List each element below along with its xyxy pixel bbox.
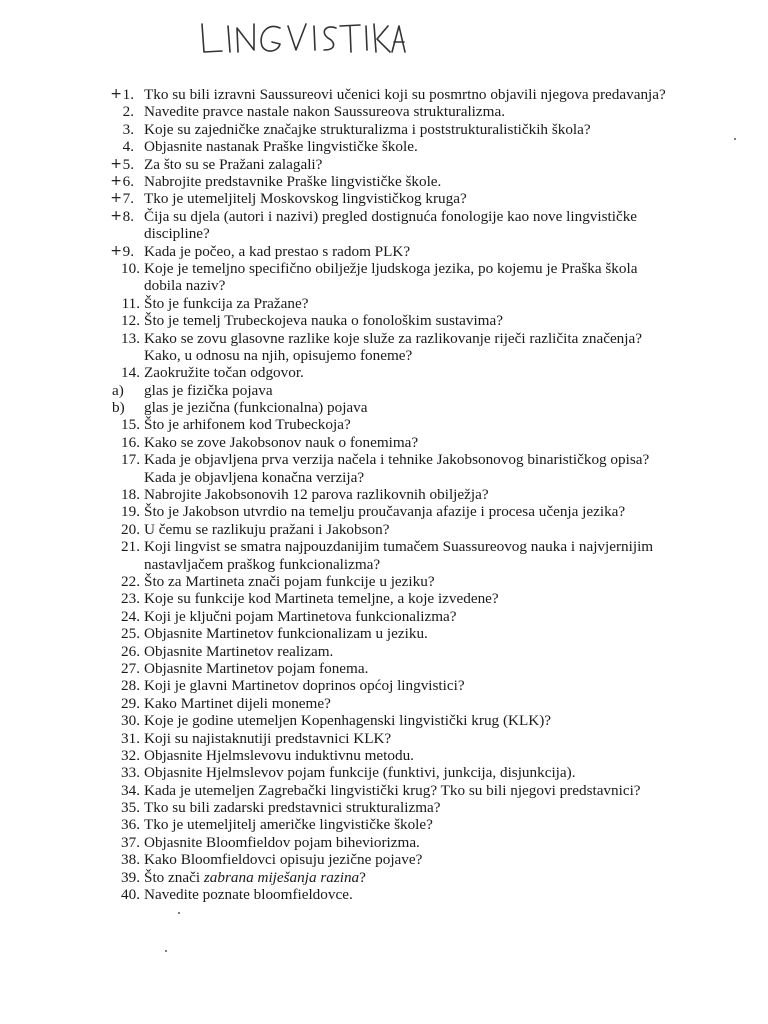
question-line: Koje je temeljno specifično obilježje ljudskoga jezika, po kojemu je Praška škola (144, 259, 638, 277)
question-number: 4. (122, 138, 134, 156)
question-number: 5. (122, 155, 134, 173)
question-number: 6. (122, 172, 134, 190)
question-line: U čemu se razlikuju pražani i Jakobson? (144, 520, 390, 538)
question-item (0, 364, 768, 381)
question-number: 33. (121, 764, 140, 782)
question-number: 37. (121, 833, 140, 851)
question-line: Navedite pravce nastale nakon Saussureova strukturalizma. (144, 103, 505, 121)
question-line: Koji lingvist se smatra najpouzdanijim tumačem Suassureovog nauka i najvjernijim (144, 538, 654, 556)
handwritten-check-mark: + (110, 190, 122, 207)
question-text (144, 816, 433, 833)
question-line: glas je jezična (funkcionalna) pojava (144, 399, 368, 417)
question-line: Objasnite Martinetov pojam fonema. (144, 659, 369, 677)
question-list (0, 86, 768, 903)
question-line: Nabrojite Jakobsonovih 12 parova razlikovnih obilježja? (144, 486, 489, 504)
question-text (144, 434, 418, 451)
question-number: 31. (121, 729, 140, 747)
question-item (0, 660, 768, 677)
question-text (144, 399, 368, 416)
question-text (144, 608, 457, 625)
question-number: 28. (121, 677, 140, 695)
question-item (0, 173, 768, 190)
question-item (0, 416, 768, 433)
question-item (0, 677, 768, 694)
question-item (0, 156, 768, 173)
question-item (0, 851, 768, 868)
question-item (0, 538, 768, 573)
question-item (0, 869, 768, 886)
question-number: 16. (121, 433, 140, 451)
question-line: Tko je utemeljitelj američke lingvističke škole? (144, 816, 433, 834)
question-text (144, 625, 428, 642)
question-item (0, 503, 768, 520)
question-item (0, 312, 768, 329)
question-number: 22. (121, 573, 140, 591)
question-line: Čija su djela (autori i nazivi) pregled dostignuća fonologije kao nove lingvističke (144, 207, 638, 225)
question-text (144, 208, 637, 243)
question-text-part: Što znači (144, 868, 204, 886)
question-number: 21. (121, 538, 140, 556)
question-item (0, 834, 768, 851)
question-line: Što je Jakobson utvrdio na temelju proučavanja afazije i procesa učenja jezika? (144, 503, 626, 521)
question-line: Objasnite Martinetov realizam. (144, 642, 334, 660)
question-text (144, 451, 649, 486)
question-item (0, 625, 768, 642)
question-text (144, 573, 435, 590)
question-number: 17. (121, 451, 140, 469)
question-text (144, 382, 273, 399)
question-item (0, 695, 768, 712)
question-item (0, 608, 768, 625)
question-text (144, 521, 389, 538)
question-item (0, 521, 768, 538)
question-number: 23. (121, 590, 140, 608)
question-line: Za što su se Pražani zalagali? (144, 155, 323, 173)
question-line: Kada je počeo, a kad prestao s radom PLK? (144, 242, 411, 260)
question-number: 10. (121, 259, 140, 277)
question-text (144, 538, 653, 573)
question-number: 13. (121, 329, 140, 347)
question-item (0, 243, 768, 260)
handwritten-check-mark: + (110, 207, 122, 224)
question-number: 34. (121, 781, 140, 799)
question-text (144, 643, 333, 660)
question-text (144, 121, 591, 138)
question-number: 27. (121, 659, 140, 677)
question-text (144, 86, 666, 103)
question-line: Navedite poznate bloomfieldovce. (144, 886, 353, 904)
question-number: 25. (121, 625, 140, 643)
question-number: 26. (121, 642, 140, 660)
question-number: 24. (121, 607, 140, 625)
question-number: 35. (121, 799, 140, 817)
question-item (0, 382, 768, 399)
question-line: Koji je ključni pojam Martinetova funkcionalizma? (144, 607, 457, 625)
scan-speck (165, 950, 167, 952)
question-number: 39. (121, 868, 140, 886)
question-number: 12. (121, 312, 140, 330)
question-continuation-line: dobila naziv? (144, 277, 226, 295)
question-line: Kada je objavljena prva verzija načela i tehnike Jakobsonovog binarističkog opisa? (144, 451, 650, 469)
question-text (144, 851, 422, 868)
question-line: Tko su bili izravni Saussureovi učenici koji su posmrtno objavili njegova predavanja? (144, 86, 666, 103)
question-number: 9. (122, 242, 134, 260)
question-number: b) (112, 399, 125, 417)
question-item (0, 138, 768, 155)
question-item (0, 208, 768, 243)
question-item (0, 747, 768, 764)
question-number: 40. (121, 886, 140, 904)
question-item (0, 86, 768, 103)
question-item (0, 121, 768, 138)
question-item (0, 190, 768, 207)
question-text (144, 869, 366, 886)
question-line: Objasnite Hjelmslevovu induktivnu metodu. (144, 746, 414, 764)
question-item (0, 399, 768, 416)
question-line: Objasnite nastanak Praške lingvističke škole. (144, 138, 418, 156)
question-text (144, 312, 503, 329)
handwritten-title-drawing (196, 14, 406, 62)
question-item (0, 590, 768, 607)
question-line: Kako Bloomfieldovci opisuju jezične pojave? (144, 851, 423, 869)
question-text (144, 712, 551, 729)
question-line: Koji su najistaknutiji predstavnici KLK? (144, 729, 392, 747)
question-number: a) (112, 381, 124, 399)
question-number: 1. (122, 86, 134, 103)
question-line: Tko su bili zadarski predstavnici strukturalizma? (144, 799, 441, 817)
question-item (0, 434, 768, 451)
question-text (144, 799, 441, 816)
question-line: Kako se zovu glasovne razlike koje služe za razlikovanje riječi različita značenja? (144, 329, 642, 347)
question-item (0, 103, 768, 120)
question-item (0, 799, 768, 816)
question-line: Što je funkcija za Pražane? (144, 294, 309, 312)
question-text-italic: zabrana miješanja razina (203, 868, 360, 886)
question-number: 36. (121, 816, 140, 834)
scan-speck (178, 912, 180, 914)
question-text (144, 103, 505, 120)
question-continuation-line: Kako, u odnosu na njih, opisujemo foneme? (144, 346, 413, 364)
question-text (144, 330, 642, 365)
question-text (144, 416, 351, 433)
question-number: 30. (121, 712, 140, 730)
question-text (144, 486, 489, 503)
question-item (0, 295, 768, 312)
question-continuation-line: discipline? (144, 225, 210, 243)
question-text (144, 834, 420, 851)
question-text (144, 782, 641, 799)
question-line: glas je fizička pojava (144, 381, 273, 399)
question-line: Koje su funkcije kod Martineta temeljne, a koje izvedene? (144, 590, 499, 608)
handwritten-check-mark: + (110, 155, 122, 172)
question-text (144, 590, 499, 607)
handwritten-check-mark: + (110, 172, 122, 189)
question-text (144, 260, 637, 295)
handwritten-check-mark: + (110, 242, 122, 259)
question-text (144, 243, 410, 260)
question-item (0, 816, 768, 833)
question-line: Nabrojite predstavnike Praške lingvističke škole. (144, 172, 442, 190)
question-number: 15. (121, 416, 140, 434)
question-item (0, 712, 768, 729)
question-number: 18. (121, 486, 140, 504)
question-number: 7. (122, 190, 134, 208)
question-item (0, 260, 768, 295)
question-number: 29. (121, 694, 140, 712)
question-number: 14. (121, 364, 140, 382)
scan-speck (734, 138, 736, 140)
question-line: Što je temelj Trubeckojeva nauka o fonološkim sustavima? (144, 312, 503, 330)
question-text (144, 764, 576, 781)
question-line: Što za Martineta znači pojam funkcije u jeziku? (144, 573, 435, 591)
question-text (144, 156, 322, 173)
question-text (144, 730, 391, 747)
question-text (144, 138, 418, 155)
question-item (0, 486, 768, 503)
question-item (0, 451, 768, 486)
question-text (144, 886, 353, 903)
question-number: 19. (121, 503, 140, 521)
question-text (144, 173, 441, 190)
question-text (144, 295, 308, 312)
question-line: Zaokružite točan odgovor. (144, 364, 304, 382)
question-item (0, 764, 768, 781)
question-text (144, 364, 304, 381)
question-item (0, 330, 768, 365)
question-item (0, 782, 768, 799)
question-text (144, 660, 368, 677)
question-line: Koji je glavni Martinetov doprinos općoj lingvistici? (144, 677, 465, 695)
question-text (144, 677, 465, 694)
question-text (144, 503, 625, 520)
question-number: 20. (121, 520, 140, 538)
handwritten-title (196, 14, 406, 62)
question-text-part: ? (359, 868, 366, 886)
question-number: 8. (122, 207, 134, 225)
question-line: Tko je utemeljitelj Moskovskog lingvističkog kruga? (144, 190, 467, 208)
question-continuation-line: Kada je objavljena konačna verzija? (144, 468, 365, 486)
question-text (144, 747, 414, 764)
question-text (144, 190, 467, 207)
question-item (0, 573, 768, 590)
question-item (0, 730, 768, 747)
question-number: 11. (121, 294, 140, 312)
question-line: Koje su zajedničke značajke strukturalizma i poststrukturalističkih škola? (144, 120, 591, 138)
question-number: 3. (122, 120, 134, 138)
question-line: Kako se zove Jakobsonov nauk o fonemima? (144, 433, 419, 451)
question-line: Kako Martinet dijeli moneme? (144, 694, 331, 712)
question-line: Objasnite Martinetov funkcionalizam u jeziku. (144, 625, 428, 643)
question-line: Koje je godine utemeljen Kopenhagenski lingvistički krug (KLK)? (144, 712, 552, 730)
question-item (0, 886, 768, 903)
question-text (144, 695, 331, 712)
question-line: Objasnite Bloomfieldov pojam biheviorizma. (144, 833, 420, 851)
question-continuation-line: nastavljačem praškog funkcionalizma? (144, 555, 381, 573)
question-number: 2. (122, 103, 134, 121)
question-item (0, 643, 768, 660)
question-number: 38. (121, 851, 140, 869)
question-line: Objasnite Hjelmslevov pojam funkcije (funktivi, junkcija, disjunkcija). (144, 764, 576, 782)
question-number: 32. (121, 746, 140, 764)
question-line: Kada je utemeljen Zagrebački lingvistički krug? Tko su bili njegovi predstavnici? (144, 781, 641, 799)
handwritten-check-mark: + (110, 86, 122, 102)
question-line: Što je arhifonem kod Trubeckoja? (144, 416, 351, 434)
